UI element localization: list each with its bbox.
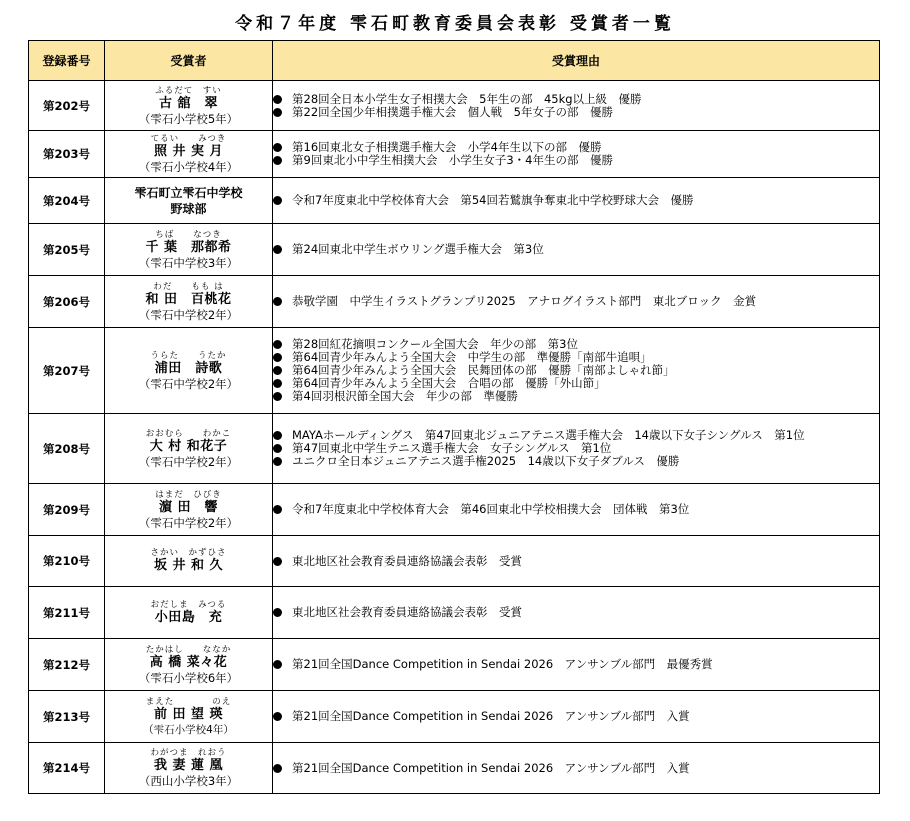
award-reason-list <box>273 710 879 723</box>
recipient-name: 照 井 実 月 <box>153 144 224 159</box>
bullet-icon <box>273 392 282 401</box>
award-reason-list <box>273 429 879 468</box>
recipient-cell <box>105 743 273 794</box>
award-reason-text: 第21回全国Dance Competition in Sendai 2026 アンサンブル部門 入賞 <box>292 760 690 775</box>
award-reason <box>273 194 879 207</box>
award-reason-list <box>273 503 879 516</box>
bullet-icon <box>273 660 282 669</box>
award-reason-text: 第28回全日本小学生女子相撲大会 5年生の部 45kg以上級 優勝 <box>292 91 642 106</box>
award-reason-text: 東北地区社会教育委員連絡協議会表彰 受賞 <box>292 605 522 619</box>
award-reason <box>273 503 879 516</box>
registration-number: 第204号 <box>29 178 105 224</box>
award-reason-text: 恭敬学園 中学生イラストグランプリ2025 アナログイラスト部門 東北ブロック 金賞 <box>292 294 757 308</box>
table-row <box>29 536 880 587</box>
award-reason-text: 第64回青少年みんよう全国大会 中学生の部 準優勝「南部牛追唄」 <box>292 350 652 364</box>
award-reason <box>273 606 879 619</box>
recipient-cell <box>105 224 273 276</box>
bullet-icon <box>273 764 282 773</box>
bullet-icon <box>273 340 282 349</box>
bullet-icon <box>273 297 282 306</box>
recipient-school: （雫石中学校2年） <box>138 307 239 322</box>
award-reason-list <box>273 555 879 568</box>
recipient-name: 雫石町立雫石中学校 野球部 <box>134 185 243 216</box>
bullet-icon <box>273 457 282 466</box>
registration-number: 第208号 <box>29 414 105 484</box>
name-reading: ふるだて すい <box>155 85 222 96</box>
recipient-cell <box>105 587 273 639</box>
award-reason-text: 第64回青少年みんよう全国大会 民舞団体の部 優勝「南部よしゃれ節」 <box>292 363 675 377</box>
recipient-cell <box>105 536 273 587</box>
bullet-icon <box>273 353 282 362</box>
award-reasons-cell <box>273 414 880 484</box>
award-reason-list <box>273 243 879 256</box>
award-reason-list <box>273 762 879 775</box>
award-reasons-cell <box>273 81 880 131</box>
table-row <box>29 639 880 691</box>
recipient-name: 和 田 百桃花 <box>145 291 232 307</box>
recipient-school: （雫石中学校3年） <box>138 255 239 270</box>
table-row <box>29 328 880 414</box>
bullet-icon <box>273 366 282 375</box>
recipient-name: 高 橋 菜々花 <box>149 654 228 670</box>
name-reading: はまだ ひびき <box>155 489 222 500</box>
award-reason <box>273 154 879 167</box>
recipient-name: 浦田 詩歌 <box>154 360 223 376</box>
recipient-name: 坂 井 和 久 <box>153 558 224 573</box>
award-reason-text: 第22回全国少年相撲選手権大会 個人戦 5年女子の部 優勝 <box>292 104 613 119</box>
header-row <box>29 41 880 81</box>
page-title: 令和７年度 雫石町教育委員会表彰 受賞者一覧 <box>235 14 675 34</box>
award-reason-text: 第9回東北小中学生相撲大会 小学生女子3・4年生の部 優勝 <box>292 153 613 167</box>
recipient-cell <box>105 131 273 178</box>
bullet-icon <box>273 379 282 388</box>
award-reason-text: 第47回東北中学生テニス選手権大会 女子シングルス 第1位 <box>292 441 612 455</box>
recipient-cell <box>105 484 273 536</box>
award-reason-text: 第21回全国Dance Competition in Sendai 2026 アンサンブル部門 入賞 <box>292 709 690 723</box>
name-reading: わがつま れおう <box>150 748 227 758</box>
recipient-school: （雫石中学校2年） <box>138 454 239 469</box>
registration-number: 第213号 <box>29 691 105 743</box>
name-reading: うらた うたか <box>150 350 227 361</box>
header-number: 登録番号 <box>29 41 105 81</box>
registration-number: 第211号 <box>29 587 105 639</box>
registration-number: 第205号 <box>29 224 105 276</box>
recipient-name: 我 妻 蓮 凰 <box>153 758 224 773</box>
award-reasons-cell <box>273 224 880 276</box>
bullet-icon <box>273 245 282 254</box>
recipient-name: 小田島 充 <box>154 609 223 625</box>
bullet-icon <box>273 608 282 617</box>
table-row <box>29 414 880 484</box>
table-row <box>29 178 880 224</box>
table-body <box>29 81 880 794</box>
name-reading: さかい かずひさ <box>150 548 227 558</box>
recipient-school: （雫石小学校4年） <box>143 723 234 736</box>
award-reason-list <box>273 338 879 403</box>
award-reasons-cell <box>273 276 880 328</box>
award-reason-text: 第4回羽根沢節全国大会 年少の部 準優勝 <box>292 389 518 403</box>
award-reasons-cell <box>273 328 880 414</box>
bullet-icon <box>273 196 282 205</box>
recipient-school: （雫石中学校2年） <box>138 376 239 391</box>
award-reason-list <box>273 295 879 308</box>
bullet-icon <box>273 108 282 117</box>
recipient-name: 前 田 望 瑛 <box>153 706 224 722</box>
awards-table <box>28 40 880 794</box>
registration-number: 第210号 <box>29 536 105 587</box>
award-reason <box>273 243 879 256</box>
table-row <box>29 224 880 276</box>
name-reading: ちば なつき <box>155 229 222 240</box>
name-reading: おだしま みつる <box>150 599 227 610</box>
registration-number: 第214号 <box>29 743 105 794</box>
registration-number: 第203号 <box>29 131 105 178</box>
name-reading: まえた のえ <box>145 696 232 707</box>
registration-number: 第206号 <box>29 276 105 328</box>
recipient-school: （西山小学校3年） <box>138 774 239 788</box>
bullet-icon <box>273 143 282 152</box>
recipient-name: 千 葉 那都希 <box>145 239 232 255</box>
award-reason <box>273 762 879 775</box>
award-reasons-cell <box>273 484 880 536</box>
award-reasons-cell <box>273 587 880 639</box>
recipient-name: 古 舘 翠 <box>158 95 219 111</box>
award-reason <box>273 658 879 671</box>
award-reason <box>273 555 879 568</box>
recipient-cell <box>105 414 273 484</box>
bullet-icon <box>273 95 282 104</box>
award-reason <box>273 295 879 308</box>
award-reason-text: 第21回全国Dance Competition in Sendai 2026 アンサンブル部門 最優秀賞 <box>292 657 713 671</box>
award-reasons-cell <box>273 131 880 178</box>
bullet-icon <box>273 505 282 514</box>
award-reason-list <box>273 93 879 119</box>
recipient-cell <box>105 178 273 224</box>
recipient-name: 濵 田 響 <box>158 499 219 515</box>
name-reading: わだ もも は <box>153 281 224 292</box>
award-reasons-cell <box>273 536 880 587</box>
recipient-cell <box>105 81 273 131</box>
award-reason <box>273 710 879 723</box>
recipient-name: 大 村 和花子 <box>149 438 228 454</box>
table-row <box>29 81 880 131</box>
award-reasons-cell <box>273 691 880 743</box>
name-reading: おおむら わかこ <box>145 428 232 439</box>
recipient-cell <box>105 328 273 414</box>
registration-number: 第209号 <box>29 484 105 536</box>
bullet-icon <box>273 444 282 453</box>
award-reason-list <box>273 141 879 167</box>
award-reason-text: 東北地区社会教育委員連絡協議会表彰 受賞 <box>292 553 522 568</box>
bullet-icon <box>273 156 282 165</box>
award-reasons-cell <box>273 639 880 691</box>
award-reason <box>273 93 879 106</box>
recipient-school: （雫石小学校6年） <box>138 670 239 685</box>
award-reason-text: ユニクロ全日本ジュニアテニス選手権2025 14歳以下女子ダブルス 優勝 <box>292 454 680 468</box>
award-reason <box>273 106 879 119</box>
recipient-school: （雫石小学校4年） <box>138 160 239 174</box>
registration-number: 第207号 <box>29 328 105 414</box>
recipient-cell <box>105 691 273 743</box>
award-reason <box>273 455 879 468</box>
award-reason-text: 令和7年度東北中学校体育大会 第54回若鷲旗争奪東北中学校野球大会 優勝 <box>292 193 694 207</box>
award-reason-list <box>273 606 879 619</box>
recipient-cell <box>105 639 273 691</box>
award-reasons-cell <box>273 178 880 224</box>
recipient-cell <box>105 276 273 328</box>
table-row <box>29 587 880 639</box>
award-reason-text: 第24回東北中学生ボウリング選手権大会 第3位 <box>292 242 544 256</box>
award-reason-text: MAYAホールディングス 第47回東北ジュニアテニス選手権大会 14歳以下女子シングルス 第1位 <box>292 428 805 442</box>
header-recipient: 受賞者 <box>105 41 273 81</box>
award-reason-text: 第64回青少年みんよう全国大会 合唱の部 優勝「外山節」 <box>292 376 606 390</box>
name-reading: たかはし ななか <box>145 644 232 655</box>
recipient-school: （雫石小学校5年） <box>138 111 239 126</box>
bullet-icon <box>273 557 282 566</box>
bullet-icon <box>273 431 282 440</box>
award-reason-list <box>273 658 879 671</box>
award-reason <box>273 390 879 403</box>
table-row <box>29 276 880 328</box>
award-reason-text: 第16回東北女子相撲選手権大会 小学4年生以下の部 優勝 <box>292 140 602 154</box>
table-row <box>29 691 880 743</box>
award-reasons-cell <box>273 743 880 794</box>
header-reason: 受賞理由 <box>273 41 880 81</box>
recipient-school: （雫石中学校2年） <box>138 515 239 530</box>
table-row <box>29 743 880 794</box>
bullet-icon <box>273 712 282 721</box>
table-row <box>29 484 880 536</box>
award-reason-text: 令和7年度東北中学校体育大会 第46回東北中学校相撲大会 団体戦 第3位 <box>292 502 690 516</box>
award-reason-text: 第28回紅花摘唄コンクール全国大会 年少の部 第3位 <box>292 337 578 351</box>
table-row <box>29 131 880 178</box>
registration-number: 第202号 <box>29 81 105 131</box>
award-reason-list <box>273 194 879 207</box>
name-reading: てるい みつき <box>150 134 227 144</box>
registration-number: 第212号 <box>29 639 105 691</box>
